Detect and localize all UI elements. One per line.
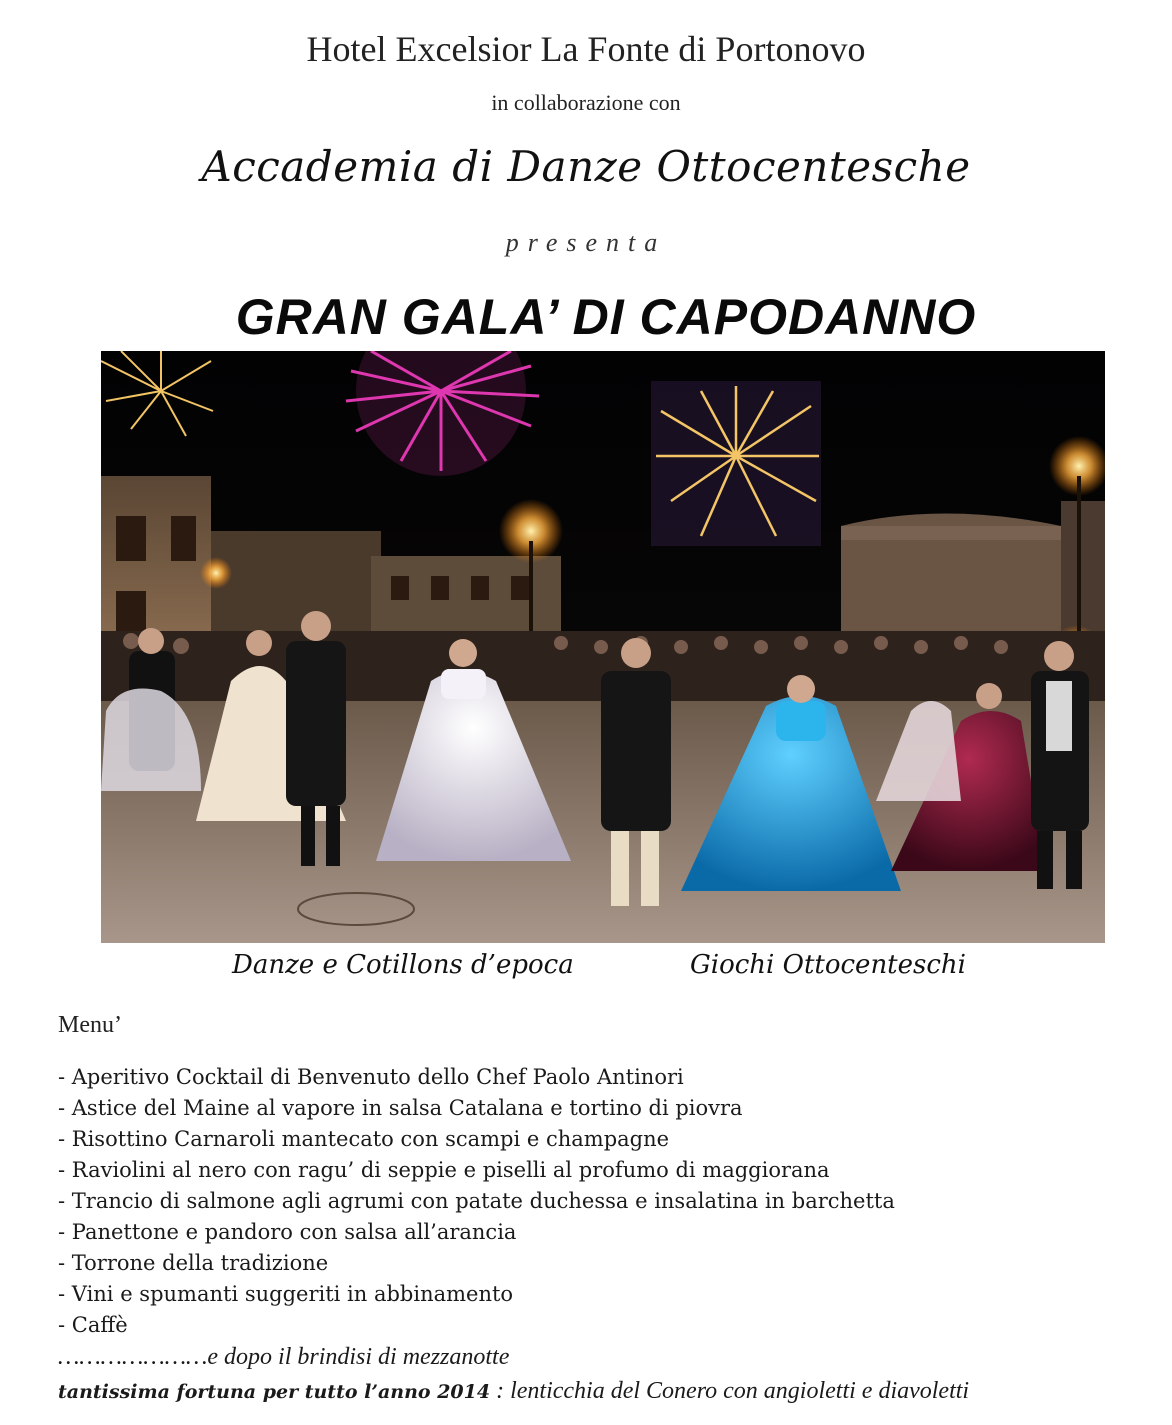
menu-item: - Trancio di salmone agli agrumi con patate duchessa e insalatina in barchetta: [58, 1189, 895, 1213]
new-year-wish-rest: : lenticchia del Conero con angioletti e diavoletti: [490, 1378, 970, 1404]
event-photo: [101, 351, 1105, 943]
collaboration-line: in collaborazione con: [491, 90, 681, 115]
menu-list: [58, 1062, 895, 1341]
menu-item: - Risottino Carnaroli mantecato con scampi e champagne: [58, 1127, 670, 1151]
menu-item: - Aperitivo Cocktail di Benvenuto dello Chef Paolo Antinori: [58, 1065, 684, 1089]
menu-item: - Astice del Maine al vapore in salsa Catalana e tortino di piovra: [58, 1096, 743, 1120]
menu-item: - Caffè: [58, 1313, 128, 1337]
new-year-wish-bold: tantissima fortuna per tutto l’anno 2014: [58, 1381, 491, 1403]
new-year-wish: [58, 1378, 969, 1405]
midnight-toast-line: …………………e dopo il brindisi di mezzanotte: [58, 1344, 510, 1370]
academy-name: Accademia di Danze Ottocentesche: [201, 142, 971, 191]
menu-item: - Raviolini al nero con ragu’ di seppie e piselli al profumo di maggiorana: [58, 1158, 830, 1182]
menu-item: - Panettone e pandoro con salsa all’arancia: [58, 1220, 517, 1244]
hotel-name: Hotel Excelsior La Fonte di Portonovo: [306, 29, 866, 69]
caption-dances: Danze e Cotillons d’epoca: [232, 950, 574, 980]
presents-line: presenta: [505, 228, 667, 257]
menu-item: - Vini e spumanti suggeriti in abbinamento: [58, 1282, 514, 1306]
menu-item: - Torrone della tradizione: [58, 1251, 329, 1275]
caption-games: Giochi Ottocenteschi: [690, 950, 966, 980]
menu-title: Menu’: [58, 1012, 122, 1038]
event-title: GRAN GALA’ DI CAPODANNO: [235, 289, 977, 345]
